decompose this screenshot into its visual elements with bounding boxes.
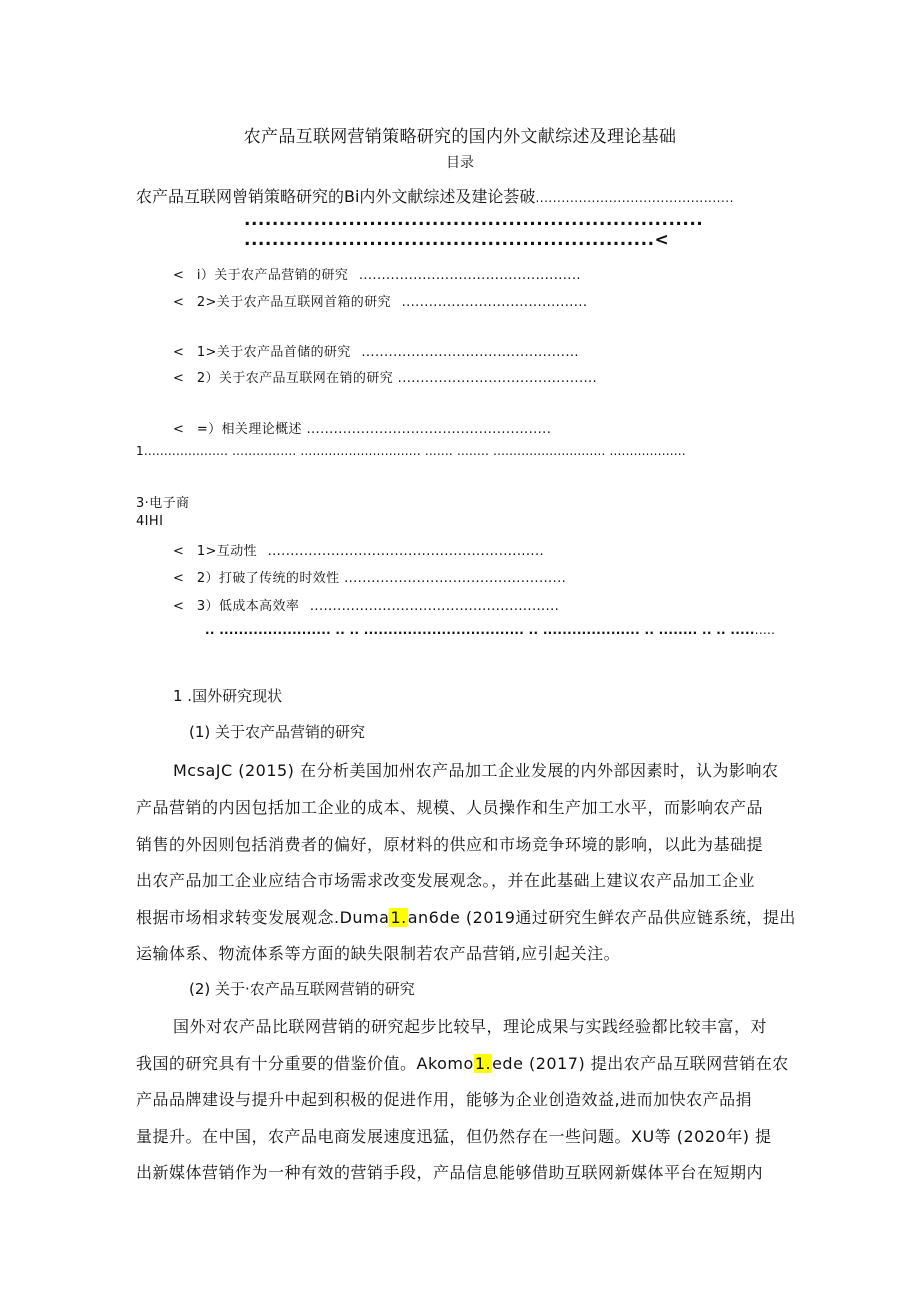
toc-bottom-dots-tail: ..... <box>754 623 776 637</box>
paragraph-line: 运输体系、物流体系等方面的缺失限制若农产品营销,应引起关注。 <box>136 944 621 963</box>
toc-item <box>173 567 566 586</box>
text-segment: ede (2017) 提出农产品互联网营销在农 <box>492 1054 789 1073</box>
toc-item <box>173 367 597 386</box>
toc-item-dots: ............................................ <box>397 371 598 386</box>
toc-item <box>173 291 587 310</box>
toc-item <box>173 418 551 437</box>
toc-main-entry-text: 农产品互联网曾销策略研究的Bi内外文献综述及建论荟破 <box>136 187 536 206</box>
paragraph-line: 量提升。在中国，农产品电商发展速度迅猛，但仍然存在一些问题。XU等 (2020年) 提 <box>136 1127 772 1146</box>
toc-item-label: 2）打破了传统的时效性 <box>196 571 340 586</box>
toc-item-label: 2>关于农产品互联网首箱的研究 <box>196 295 392 310</box>
toc-heading: 目录 <box>446 155 474 171</box>
text-segment: 根据市场相求转变发展观念.Duma <box>136 908 390 927</box>
section-heading: 1 .国外研究现状 <box>173 687 283 705</box>
paragraph-line: 国外对农产品比联网营销的研究起步比较早，理论成果与实践经验都比较丰富，对 <box>173 1017 768 1036</box>
toc-bottom-dots-main: .. ....................... .. .. ................................. .. .................... .. ........ .. .. ..... <box>205 623 755 637</box>
text-segment: an6de (2019通过研究生鲜农产品供应链系统，提出 <box>407 908 796 927</box>
toc-item <box>173 341 579 360</box>
toc-marker: < <box>173 371 185 386</box>
toc-marker: < <box>173 295 185 310</box>
paragraph-line: 销售的外因则包括消费者的偏好，原材料的供应和市场竞争环境的影响，以此为基础提 <box>136 835 764 854</box>
paragraph-line: 出新媒体营销作为一种有效的营销手段，产品信息能够借助互联网新媒体平台在短期内 <box>136 1163 764 1182</box>
paragraph-line: McsaJC (2015) 在分析美国加州农产品加工企业发展的内外部因素时，认为影响农 <box>173 761 779 780</box>
toc-item <box>173 540 544 559</box>
toc-item-label: =）相关理论概述 <box>196 422 302 437</box>
toc-line-3: 3·电子商 <box>136 496 190 511</box>
subsection-heading: (2) 关于·农产品互联网营销的研究 <box>189 980 415 998</box>
toc-main-entry <box>136 184 734 207</box>
paragraph-line: 出农产品加工企业应结合市场需求改变发展观念。，并在此基础上建议农产品加工企业 <box>136 871 756 890</box>
toc-marker: < <box>173 422 185 437</box>
toc-line-1: 1..................... ................ .............................. ....... ........ ............................ ................... <box>136 444 686 458</box>
toc-line-4: 4IHI <box>136 514 164 529</box>
toc-marker: < <box>173 268 185 283</box>
toc-item-label: 2）关于农产品互联网在销的研究 <box>196 371 394 386</box>
toc-marker: < <box>173 345 185 360</box>
highlight-mark: 1. <box>474 1054 492 1073</box>
highlight-mark: 1. <box>390 908 407 927</box>
toc-item-dots: ............................................................. <box>267 544 545 559</box>
toc-main-entry-dots: .............................................. <box>535 191 734 205</box>
toc-marker: < <box>173 599 185 614</box>
toc-item <box>173 264 581 283</box>
paragraph-line: 产品营销的内因包括加工企业的成本、规模、人员操作和生产加工水平，而影响农产品 <box>136 798 764 817</box>
toc-item-dots: ...................................................... <box>306 422 552 437</box>
toc-dots-row: ...........................................................< <box>244 230 670 250</box>
toc-item-dots: ................................................ <box>361 345 579 360</box>
paragraph-line <box>136 905 796 928</box>
toc-item-label: i）关于农产品营销的研究 <box>196 268 349 283</box>
toc-item-dots: ....................................................... <box>309 599 560 614</box>
toc-item <box>173 595 559 614</box>
toc-item-label: 3）低成本高效率 <box>196 599 300 614</box>
toc-item-label: 1>关于农产品首储的研究 <box>196 345 351 360</box>
paragraph-line <box>136 1051 789 1074</box>
toc-item-dots: ......................................... <box>401 295 588 310</box>
paragraph-line: 产品品牌建设与提升中起到积极的促进作用，能够为企业创造效益,进而加快农产品捐 <box>136 1090 753 1109</box>
toc-dots-row: .................................................................. <box>244 210 704 230</box>
text-segment: 我国的研究具有十分重要的借鉴价值。Akomo <box>136 1054 474 1073</box>
toc-item-label: 1>互动性 <box>196 544 258 559</box>
toc-item-dots: ................................................. <box>358 268 581 283</box>
toc-item-dots: ................................................. <box>344 571 567 586</box>
toc-marker: < <box>173 544 185 559</box>
toc-marker: < <box>173 571 185 586</box>
subsection-heading: (1) 关于农产品营销的研究 <box>189 723 366 741</box>
document-title: 农产品互联网营销策略研究的国内外文献综述及理论基础 <box>243 127 677 147</box>
toc-bottom-dots <box>205 623 775 637</box>
